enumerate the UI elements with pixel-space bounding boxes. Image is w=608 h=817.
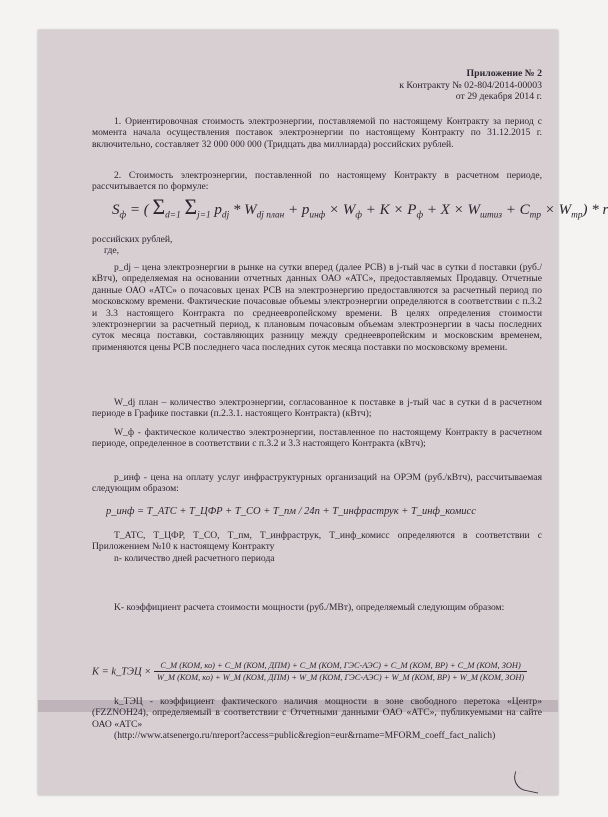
sum-symbol-outer: Σ xyxy=(152,195,166,219)
cost-formula: $S_ф$ = ( $\Sigma_{d=1}$ $\Sigma_{j=1}$ $p_{dj} * W_{dj план} + p_{инф} \times W_ф + K \times P_ф + X \times W_{штиз} + C_{тр} \times W_{тр}) * r$ xyxy=(112,195,608,221)
definition-capacity-coefficient: K- коэффициент расчета стоимости мощности (руб./МВт), определяемый следующим образом: xyxy=(114,602,505,613)
definition-tariffs: T_АТС, T_ЦФР, T_СО, T_пм, T_инфраструк, T_инф_комисс определяются в соответствии с Приложением №10 к настоящему Контракту n- количество дней расчетного периода xyxy=(92,530,542,564)
infrastructure-formula: p_инф = T_АТС + T_ЦФР + T_СО + T_пм / 24n + T_инфраструк + T_инф_комисс xyxy=(106,506,476,517)
paragraph-1: 1. Ориентировочная стоимость электроэнергии, поставляемой по настоящему Контракту за период с момента начала осуществления поставок электроэнергии по настоящему Контракту по 31.12.2015 г. включительно, составляет 32 000 000 000 (Тридцать два миллиарда) российских рублей. xyxy=(92,116,542,150)
document-header xyxy=(399,68,542,103)
paragraph-2: 2. Стоимость электроэнергии, поставленной по настоящему Контракту в расчетном периоде, рассчитывается по формуле: xyxy=(92,170,542,193)
contract-number: к Контракту № 02-804/2014-00003 xyxy=(399,79,542,91)
definition-planned-volume: W_dj план – количество электроэнергии, согласованное к поставке в j-тый час в сутки d в расчетном периоде в Графике поставки (п.2.3.1. настоящего Контракта) (кВтч); xyxy=(92,397,542,420)
capacity-formula: K = k_TЭЦ × C_M (КОМ, ко) + C_M (КОМ, ДПМ) + C_M (КОМ, ГЭС-АЭС) + C_M (КОМ, ВР) + C_M (КОМ, ЗОН) W_M (КОМ, ко) + W_M (КОМ, ДПМ) + W_M (КОМ, ГЭС-АЭС) + W_M (КОМ, ВР) + W_M (КОМ, ЗОН) xyxy=(92,660,527,684)
handwritten-mark xyxy=(512,771,542,793)
definition-actual-volume: W_ф - фактическое количество электроэнергии, поставленное по настоящему Контракту в расчетном периоде, определенное в соответствии с п.3.2 и 3.3 настоящего Контракта (кВтч); xyxy=(92,427,542,450)
currency-note: российских рублей, где, xyxy=(92,234,173,257)
contract-date: от 29 декабря 2014 г. xyxy=(455,91,542,102)
appendix-title: Приложение № 2 xyxy=(466,68,542,79)
definition-capacity-availability: k_TЭЦ - коэффициент фактического наличия мощности в зоне свободного перетока «Центр» (FZZNOH24), определяемый в соответствии с Отчетными данными ОАО «АТС», публикуемыми на сайте ОАО «АТС» (http://www.atsenergo.ru/nreport?access=public&region=eur&rname=MFORM_coeff_fact_nalich) xyxy=(92,696,542,742)
definition-infrastructure-price: p_инф - цена на оплату услуг инфраструктурных организаций на ОРЭМ (руб./кВтч), рассчитываемая следующим образом: xyxy=(92,472,542,495)
sum-symbol-inner: Σ xyxy=(184,195,198,219)
definition-price-rsv: p_dj – цена электроэнергии в рынке на сутки вперед (далее РСВ) в j-тый час в сутки d поставки (руб./кВтч), определяемая на основании отчетных данных ОАО «АТС», предоставляемых Продавцу. Отчетные данные ОАО «АТС» о почасовых ценах РСВ на электроэнергию предоставляются за расчетный период по московскому времени. Фактические почасовые объемы электроэнергии определяются в соответствии с п.3.2 и 3.3 настоящего Контракта по среднеевропейскому времени. В целях определения стоимости электроэнергии за расчетный период, к плановым почасовым объемам электроэнергии в часы последних суток месяца поставки, составляющих разницу между среднеевропейским и московским временем, применяются цены РСВ последнего часа последних суток месяца поставки по московскому времени. xyxy=(92,262,542,353)
capacity-fraction: C_M (КОМ, ко) + C_M (КОМ, ДПМ) + C_M (КОМ, ГЭС-АЭС) + C_M (КОМ, ВР) + C_M (КОМ, ЗОН) W_M (КОМ, ко) + W_M (КОМ, ДПМ) + W_M (КОМ, ГЭС-АЭС) + W_M (КОМ, ВР) + W_M (КОМ, ЗОН) xyxy=(154,660,527,684)
document-page xyxy=(38,30,608,795)
ats-report-url: (http://www.atsenergo.ru/nreport?access=public&region=eur&rname=MFORM_coeff_fact_nalich) xyxy=(114,730,496,742)
